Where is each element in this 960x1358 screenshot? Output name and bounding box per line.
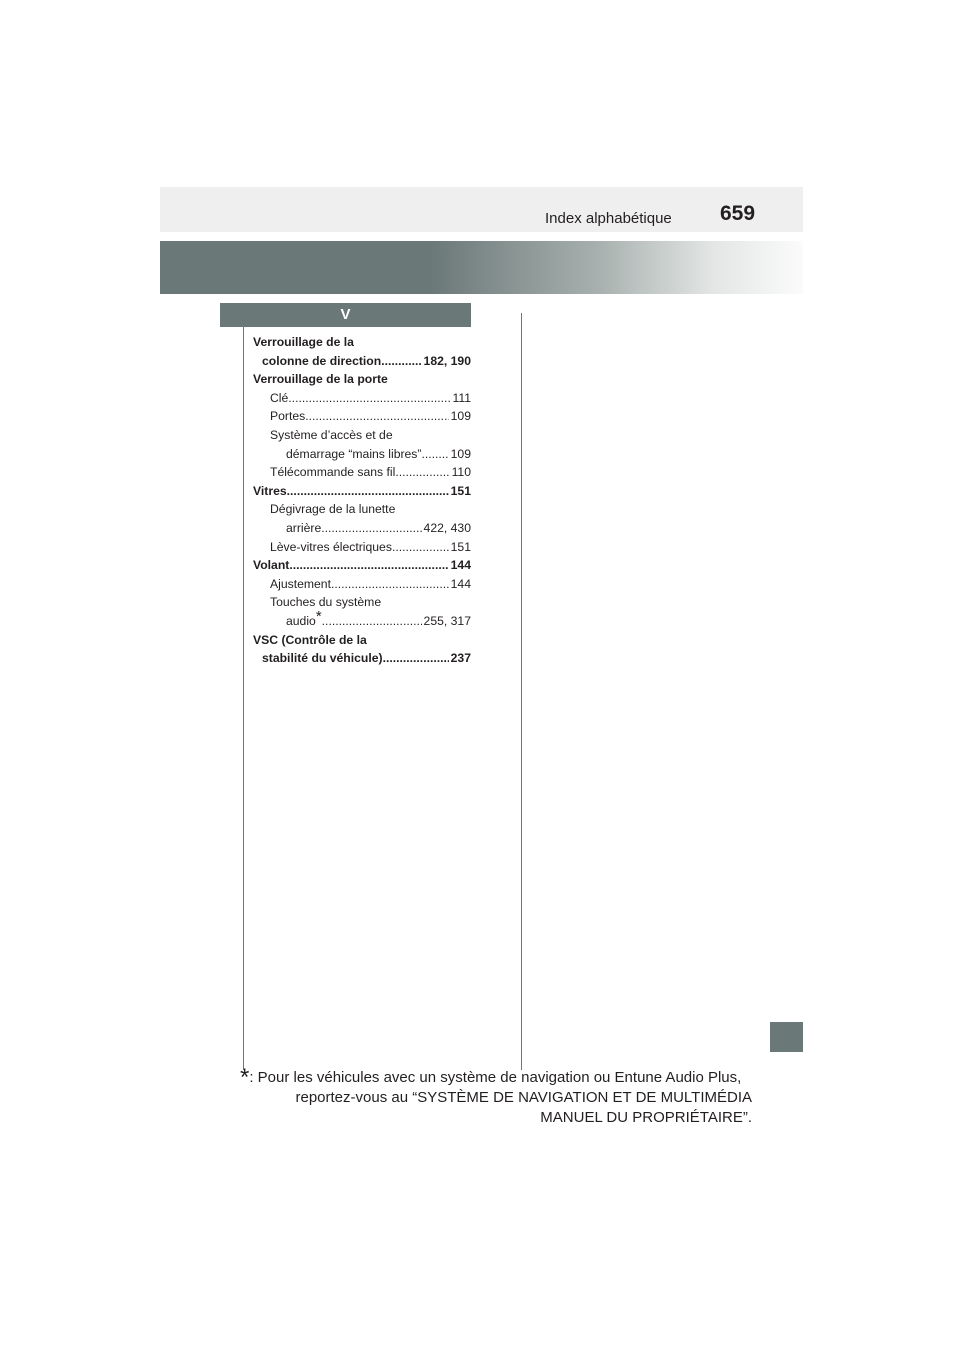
decorative-band [160, 241, 803, 294]
entry-text: Verrouillage de la [253, 335, 354, 349]
entry-pages: 151 [450, 483, 471, 498]
entry-text: Lève-vitres électriques [270, 539, 392, 554]
entry-text: Volant [253, 558, 290, 573]
leader-dots [322, 612, 422, 631]
leader-dots [392, 538, 449, 557]
index-subentry [253, 426, 471, 463]
index-subentry [253, 593, 471, 630]
entry-pages: 144 [450, 558, 471, 573]
index-entry [253, 631, 471, 668]
entry-text-cont: colonne de direction [262, 353, 382, 368]
index-subentry [253, 575, 471, 594]
footnote-marker: * [240, 1064, 250, 1091]
entry-text: Verrouillage de la porte [253, 372, 388, 387]
entry-text: Ajustement [270, 576, 331, 591]
column-rule-left [243, 313, 244, 1070]
footnote-line-2: reportez-vous au “SYSTÈME DE NAVIGATION ET DE MULTIMÉDIA [295, 1089, 752, 1106]
entry-text-cont: audio [286, 613, 316, 628]
entry-text: Touches du système [270, 595, 382, 610]
section-letter-header: V [220, 303, 471, 327]
leader-dots [381, 352, 421, 371]
entry-pages: 422, 430 [423, 520, 471, 535]
page-number: 659 [720, 202, 756, 225]
index-subentry [253, 389, 471, 408]
footnote [240, 1064, 752, 1128]
index-entry [253, 370, 471, 389]
side-tab [770, 1022, 803, 1052]
entry-pages: 109 [450, 446, 471, 461]
entry-text-cont: stabilité du véhicule) [262, 651, 383, 666]
leader-dots [289, 556, 448, 575]
leader-dots [395, 463, 449, 482]
entry-pages: 109 [450, 409, 471, 424]
entry-text: Clé [270, 390, 289, 405]
leader-dots [421, 445, 448, 464]
entry-text-cont: démarrage “mains libres” [286, 446, 422, 461]
index-entry [253, 556, 471, 575]
leader-dots [288, 389, 450, 408]
index-subentry [253, 500, 471, 537]
leader-dots [383, 649, 449, 668]
entry-pages: 151 [450, 539, 471, 554]
footnote-line-3: MANUEL DU PROPRIÉTAIRE”. [540, 1109, 752, 1126]
header-bar [160, 187, 803, 232]
entry-text: Télécommande sans fil [270, 465, 396, 480]
header-title: Index alphabétique [545, 210, 672, 227]
index-list [253, 333, 471, 668]
entry-text: Dégivrage de la lunette [270, 502, 396, 517]
entry-pages: 144 [450, 576, 471, 591]
entry-pages: 255, 317 [423, 613, 471, 628]
index-subentry [253, 463, 471, 482]
entry-pages: 237 [450, 651, 471, 666]
entry-text: Portes [270, 409, 306, 424]
entry-text: Système d’accès et de [270, 427, 393, 442]
entry-pages: 182, 190 [423, 353, 471, 368]
entry-text: Vitres [253, 483, 287, 498]
leader-dots [305, 407, 448, 426]
entry-pages: 111 [452, 390, 471, 405]
index-subentry [253, 538, 471, 557]
entry-text-cont: arrière [286, 520, 322, 535]
entry-text: VSC (Contrôle de la [253, 632, 367, 647]
index-subentry [253, 407, 471, 426]
column-rule-middle [521, 313, 522, 1070]
index-entry [253, 482, 471, 501]
entry-pages: 110 [451, 465, 471, 480]
index-entry [253, 333, 471, 370]
leader-dots [331, 575, 449, 594]
footnote-line-1: : Pour les véhicules avec un système de navigation ou Entune Audio Plus, [249, 1069, 742, 1086]
leader-dots [287, 482, 449, 501]
leader-dots [321, 519, 421, 538]
footnote-marker: * [315, 607, 322, 625]
